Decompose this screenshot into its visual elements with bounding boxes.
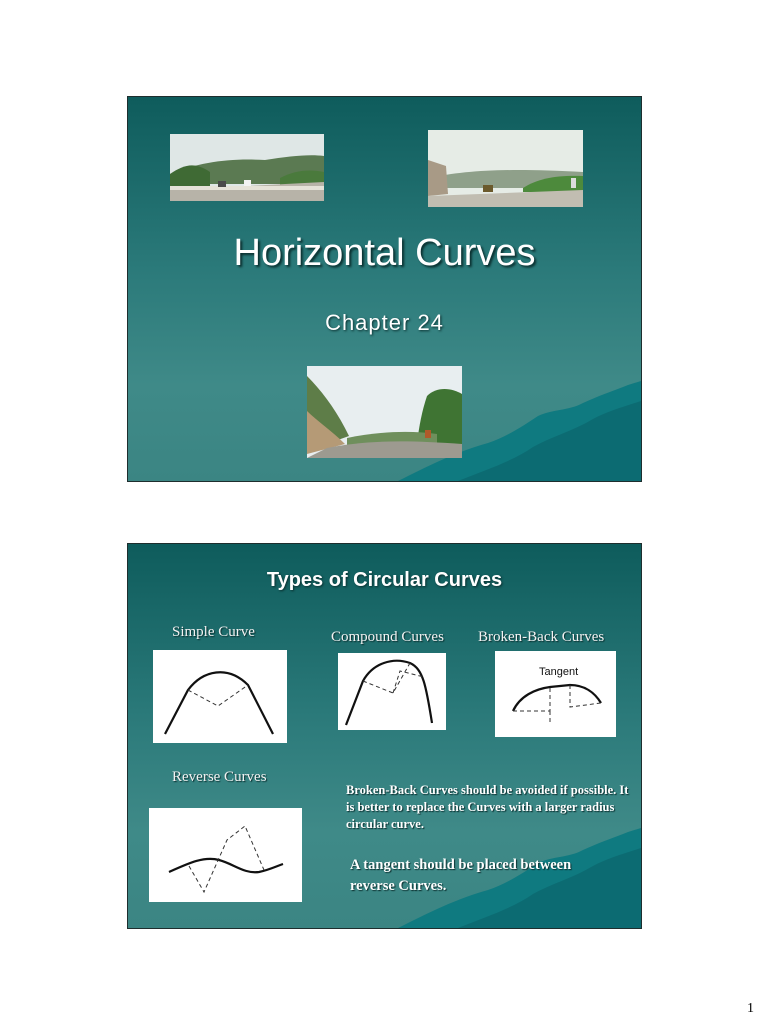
simple-curve-label: Simple Curve: [172, 624, 255, 640]
reverse-curves-note: A tangent should be placed between reverse Curves.: [350, 857, 572, 894]
simple-curve-diagram: [153, 650, 287, 743]
highway-photo-1: [170, 134, 324, 201]
compound-curves-label: Compound Curves: [331, 629, 444, 645]
page-number: 1: [747, 1001, 754, 1016]
compound-curves-diagram: [338, 653, 446, 730]
reverse-curves-diagram: [149, 808, 302, 902]
broken-back-curves-label: Broken-Back Curves: [478, 629, 605, 645]
slide-title: [127, 96, 642, 482]
broken-back-curves-diagram: [495, 651, 616, 737]
broken-back-note: Broken-Back Curves should be avoided if possible. It is better to replace the Curves with a larger radius circular curve.: [346, 783, 629, 831]
slide-heading: Types of Circular Curves: [266, 569, 503, 591]
slide-circular-curves: [127, 543, 642, 929]
slide-title-text: Horizontal Curves: [233, 232, 536, 274]
reverse-curves-label: Reverse Curves: [172, 769, 267, 785]
slide-subtitle-text: Chapter 24: [325, 310, 444, 335]
highway-photo-3: [307, 366, 462, 458]
tangent-text: Tangent: [539, 666, 579, 678]
highway-photo-2: [428, 130, 583, 207]
